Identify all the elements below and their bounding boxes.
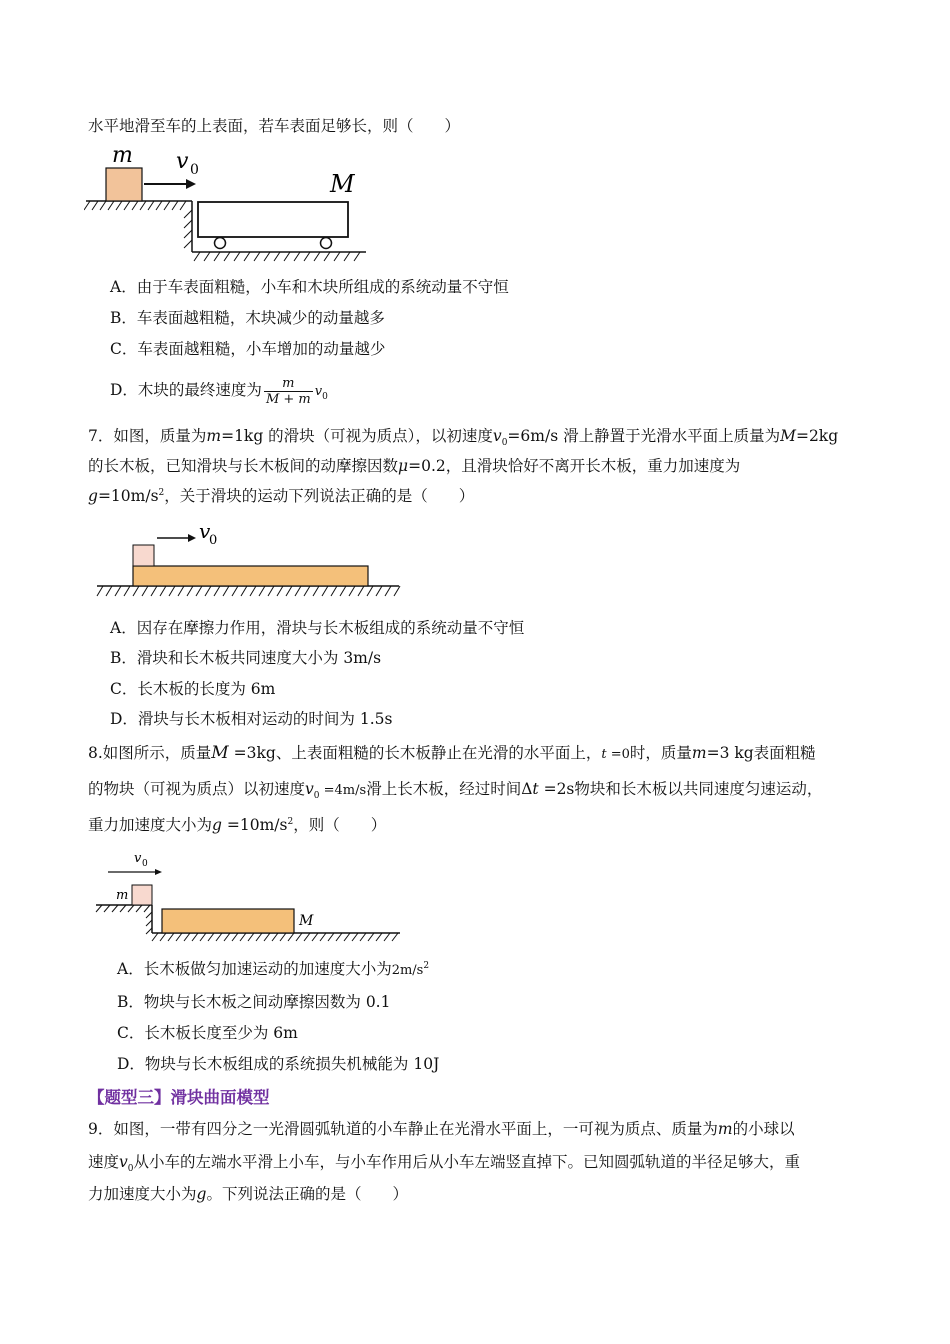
q6-figure (84, 140, 374, 265)
q8-option-b: B．物块与长木板之间动摩擦因数为 0.1 (117, 993, 391, 1011)
q6-fig-v-sub: 0 (190, 162, 199, 178)
q8-option-c: C．长木板长度至少为 6m (117, 1024, 298, 1042)
q8-stem-line1: 8.如图所示，质量M =3kg、上表面粗糙的长木板静止在光滑的水平面上，t =0时，质量m=3 kg表面粗糙 (88, 743, 816, 763)
q8-figure (94, 845, 406, 945)
q7-stem-line2: 的长木板，已知滑块与长木板间的动摩擦因数μ=0.2，且滑块恰好不离开长木板，重力加速度为 (88, 457, 741, 475)
q8-fig-v: v (134, 851, 142, 866)
q7-figure (95, 518, 405, 602)
q7-stem-line1: 7．如图，质量为m=1kg 的滑块（可视为质点），以初速度$v_0=6m/s$ 滑上静置于光滑水平面上质量为M=2kg (88, 427, 839, 449)
q7-option-a: A．因存在摩擦力作用，滑块与长木板组成的系统动量不守恒 (110, 619, 525, 637)
q7-option-c: C．长木板的长度为 6m (110, 680, 276, 698)
section-heading: 【题型三】滑块曲面模型 (88, 1088, 270, 1107)
q8-fig-v-sub: 0 (142, 859, 148, 869)
q9-stem-line1: 9．如图，一带有四分之一光滑圆弧轨道的小车静止在光滑水平面上，一可视为质点、质量为m的小球以 (88, 1120, 795, 1138)
q9-stem-line3: 力加速度大小为g。下列说法正确的是（ ） (88, 1185, 408, 1203)
q8-stem-line3: 重力加速度大小为$g =10m/s^2$，则（ ） (88, 816, 387, 834)
q6-option-a: A．由于车表面粗糙，小车和木块所组成的系统动量不守恒 (110, 278, 509, 296)
q7-option-d: D．滑块与长木板相对运动的时间为 1.5s (110, 710, 393, 728)
q6-option-b: B．车表面越粗糙，木块减少的动量越多 (110, 309, 385, 327)
q8-fig-M: M (299, 913, 314, 929)
q7-fig-v-sub: 0 (209, 533, 218, 548)
q7-option-b: B．滑块和长木板共同速度大小为 3m/s (110, 649, 382, 667)
q7-stem-line3: $g=10m/s^2$，关于滑块的运动下列说法正确的是（ ） (88, 487, 475, 505)
q9-stem-line2: 速度$v_0$从小车的左端水平滑上小车，与小车作用后从小车左端竖直掉下。已知圆弧轨道的半径足够大，重 (88, 1153, 801, 1175)
q6-fig-v: v (176, 149, 189, 174)
q6-option-d: D．木块的最终速度为 $\frac{m}{M + m}$ $v_0$ (110, 375, 328, 407)
q6-stem-tail: 水平地滑至车的上表面，若车表面足够长，则（ ） (88, 117, 461, 135)
q7-fig-v: v (199, 519, 211, 543)
q6-fig-M: M (330, 170, 355, 198)
q8-stem-line2: 的物块（可视为质点）以初速度$v_0 =4m/s$滑上长木板，经过时间Δt =2s物块和长木板以共同速度匀速运动， (88, 780, 823, 802)
q8-option-a: A．长木板做匀加速运动的加速度大小为$2m/s^2$ (117, 960, 430, 978)
q6-option-d-fraction: $\frac{m}{M + m}$ (265, 375, 311, 407)
q6-option-c: C．车表面越粗糙，小车增加的动量越少 (110, 340, 386, 358)
q6-fig-m: m (112, 143, 133, 168)
q8-option-d: D．物块与长木板组成的系统损失机械能为 10J (117, 1055, 440, 1073)
q8-fig-m: m (116, 888, 129, 903)
